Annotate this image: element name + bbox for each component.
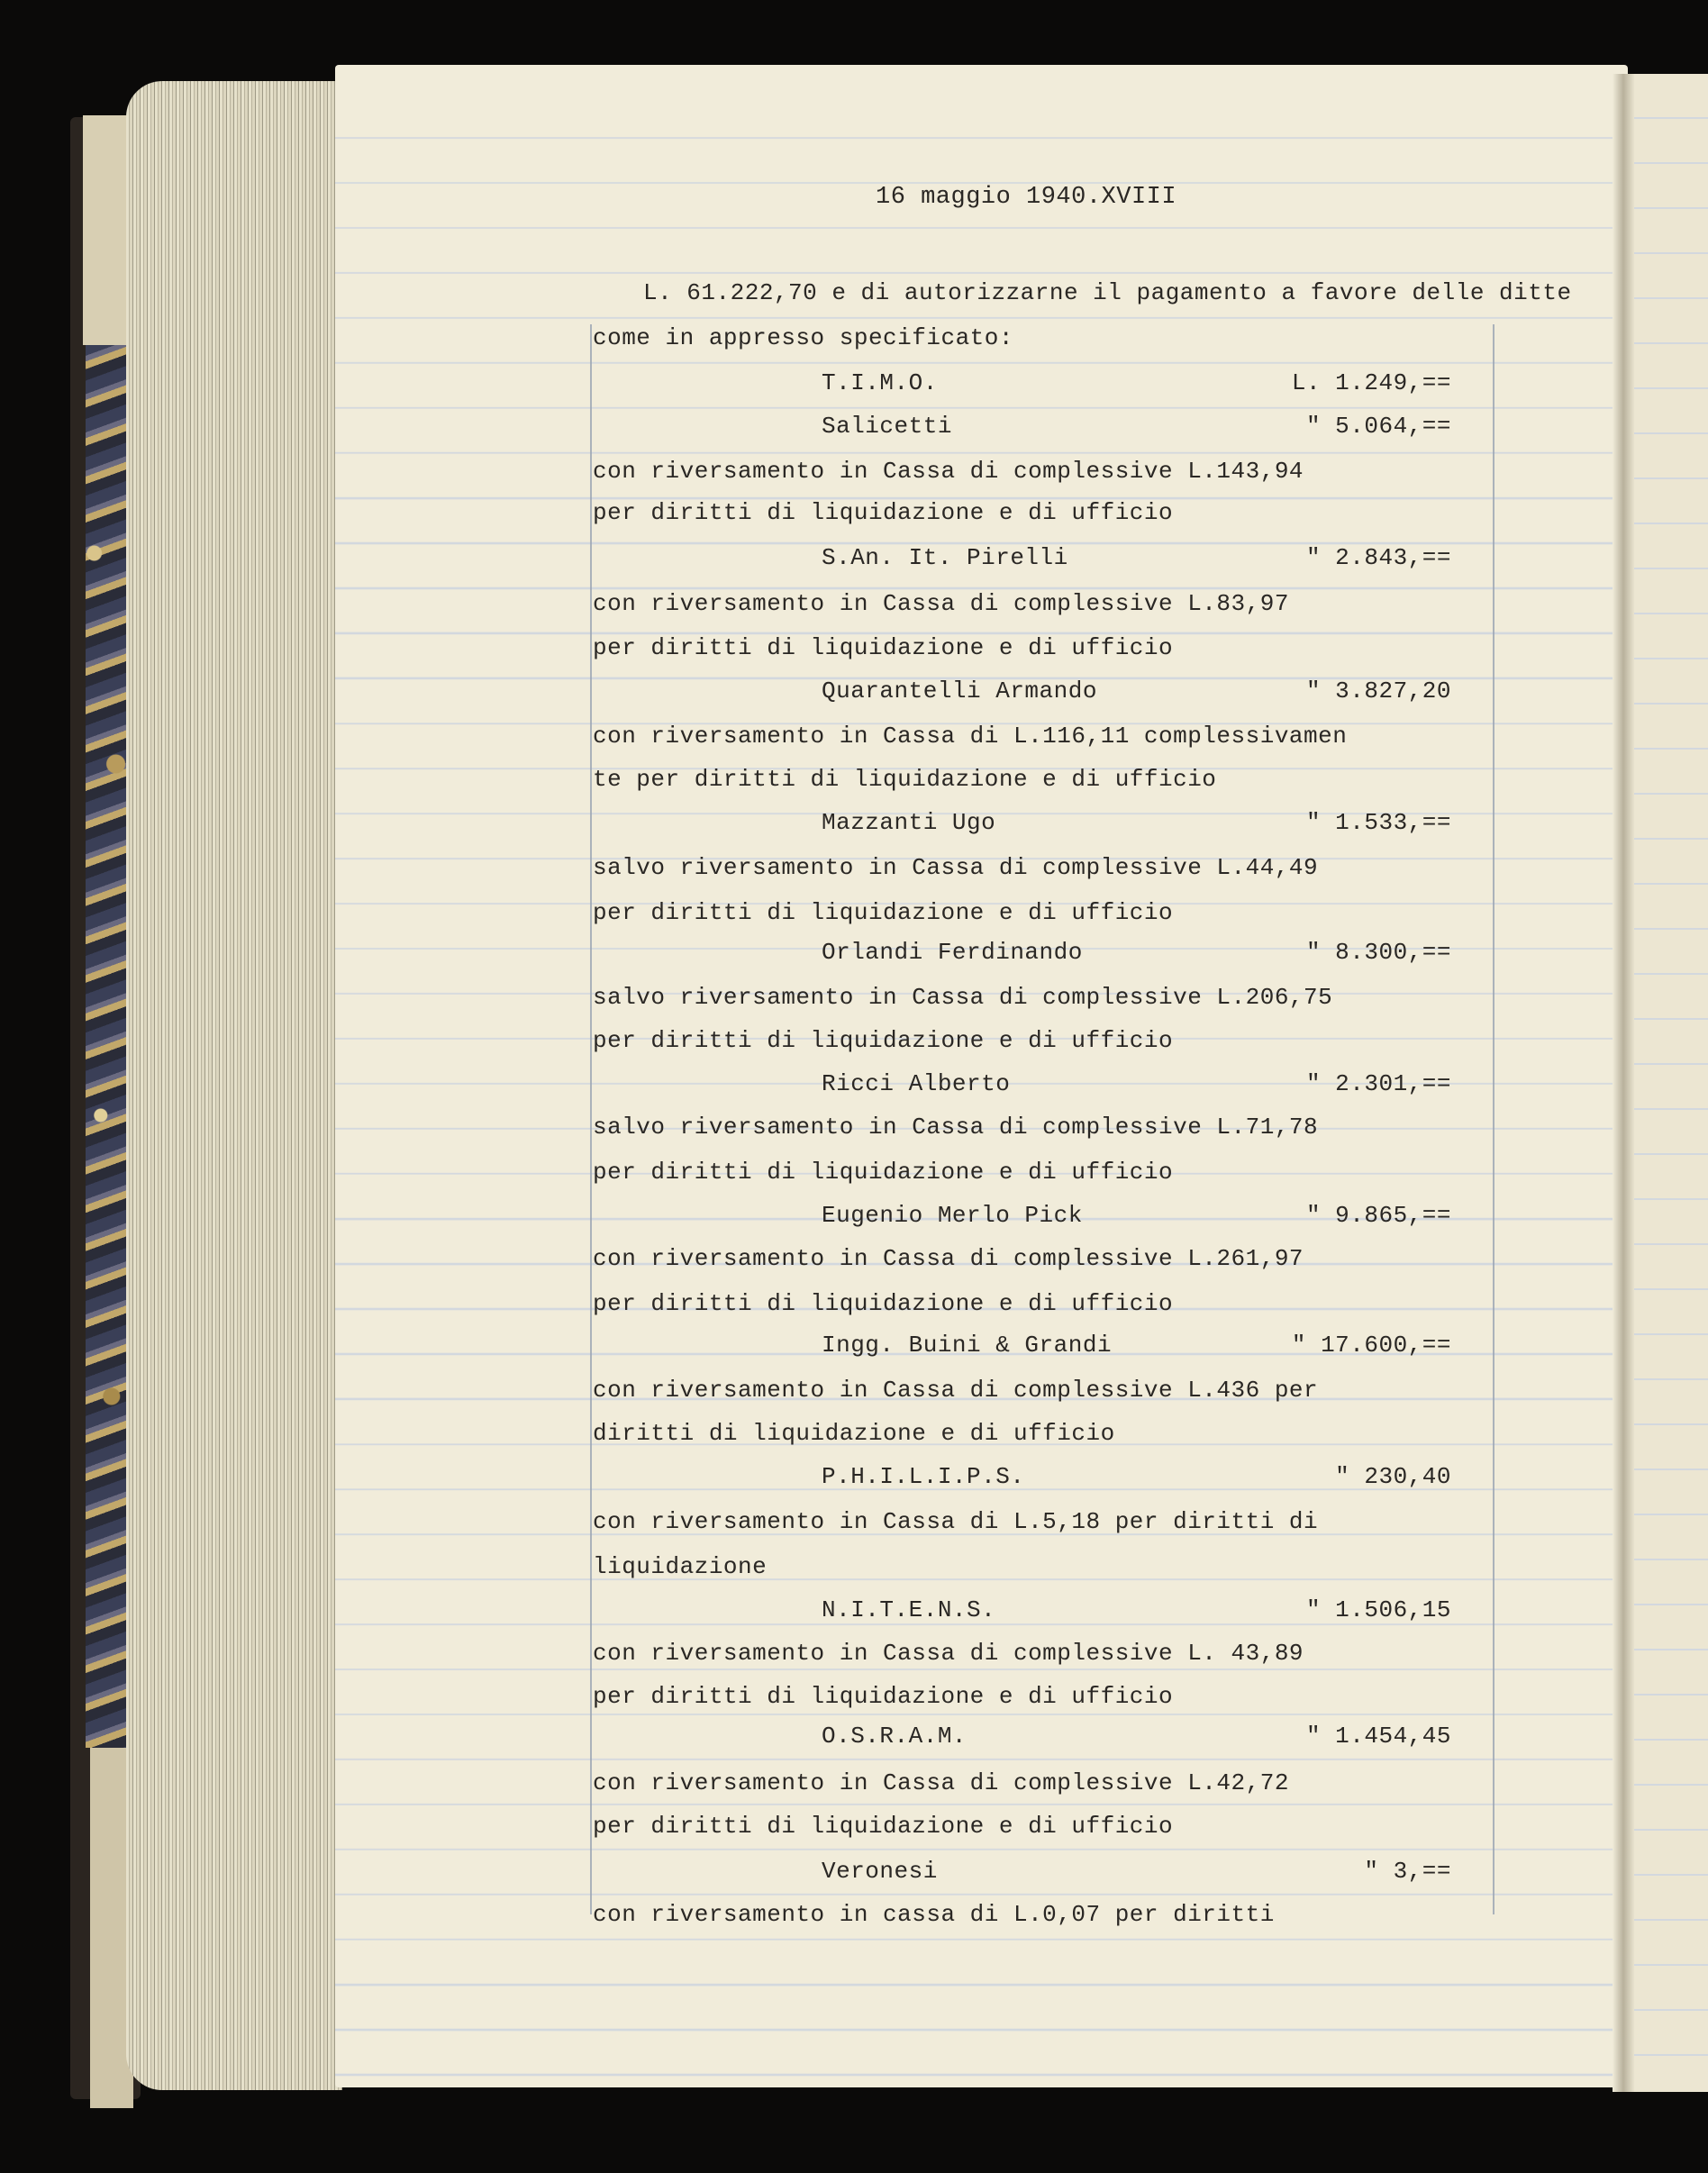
book-gutter: [1613, 74, 1634, 2092]
facing-page: [1629, 74, 1708, 2092]
firm-name: Mazzanti Ugo: [822, 809, 996, 836]
entry-note: liquidazione: [593, 1553, 768, 1580]
amount: L. 1.249,==: [1291, 369, 1451, 396]
entry-note: con riversamento in Cassa di complessive L.261,97: [593, 1245, 1304, 1272]
amount: " 230,40: [1335, 1463, 1451, 1490]
page-stack: [126, 81, 342, 2090]
amount: " 8.300,==: [1305, 939, 1451, 966]
entry-note: con riversamento in Cassa di complessive L.436 per: [593, 1377, 1319, 1404]
amount: " 2.301,==: [1305, 1070, 1451, 1097]
amount: " 3.827,20: [1305, 677, 1451, 705]
entry-note: con riversamento in Cassa di complessive L. 43,89: [593, 1640, 1304, 1667]
amount: " 1.506,15: [1305, 1596, 1451, 1623]
entry-note: con riversamento in Cassa di complessive L.143,94: [593, 458, 1304, 485]
left-margin-rule: [590, 324, 592, 1914]
firm-name: O.S.R.A.M.: [822, 1723, 968, 1750]
amount: " 3,==: [1364, 1858, 1451, 1885]
entry-note: per diritti di liquidazione e di ufficio: [593, 899, 1174, 926]
firm-name: Eugenio Merlo Pick: [822, 1202, 1083, 1229]
right-margin-rule: [1493, 324, 1494, 1914]
amount: " 5.064,==: [1305, 413, 1451, 440]
entry-note: per diritti di liquidazione e di ufficio: [593, 634, 1174, 661]
amount: " 1.454,45: [1305, 1723, 1451, 1750]
entry-note: salvo riversamento in Cassa di complessive L.206,75: [593, 984, 1333, 1011]
amount: " 9.865,==: [1305, 1202, 1451, 1229]
intro-line-1: L. 61.222,70 e di autorizzarne il pagamento a favore delle ditte: [643, 279, 1572, 306]
firm-name: S.An. It. Pirelli: [822, 544, 1068, 571]
entry-note: con riversamento in Cassa di L.116,11 complessivamen: [593, 723, 1348, 750]
firm-name: P.H.I.L.I.P.S.: [822, 1463, 1025, 1490]
firm-name: Ingg. Buini & Grandi: [822, 1332, 1113, 1359]
firm-name: Salicetti: [822, 413, 952, 440]
entry-note: con riversamento in cassa di L.0,07 per diritti: [593, 1901, 1275, 1928]
entry-note: per diritti di liquidazione e di ufficio: [593, 1159, 1174, 1186]
entry-note: con riversamento in Cassa di complessive L.42,72: [593, 1769, 1289, 1796]
firm-name: Orlandi Ferdinando: [822, 939, 1083, 966]
entry-note: diritti di liquidazione e di ufficio: [593, 1420, 1115, 1447]
entry-note: per diritti di liquidazione e di ufficio: [593, 1813, 1174, 1840]
amount: " 1.533,==: [1305, 809, 1451, 836]
marbled-cover-edge: [86, 342, 129, 1748]
entry-note: per diritti di liquidazione e di ufficio: [593, 1290, 1174, 1317]
entry-note: salvo riversamento in Cassa di complessive L.44,49: [593, 854, 1319, 881]
firm-name: Quarantelli Armando: [822, 677, 1097, 705]
intro-line-2: come in appresso specificato:: [593, 324, 1013, 351]
entry-note: per diritti di liquidazione e di ufficio: [593, 1027, 1174, 1054]
page-date: 16 maggio 1940.XVIII: [876, 184, 1177, 211]
firm-name: N.I.T.E.N.S.: [822, 1596, 996, 1623]
firm-name: Veronesi: [822, 1858, 938, 1885]
firm-name: T.I.M.O.: [822, 369, 938, 396]
entry-note: te per diritti di liquidazione e di ufficio: [593, 766, 1217, 793]
entry-note: con riversamento in Cassa di L.5,18 per diritti di: [593, 1508, 1319, 1535]
firm-name: Ricci Alberto: [822, 1070, 1011, 1097]
entry-note: per diritti di liquidazione e di ufficio: [593, 1683, 1174, 1710]
amount: " 17.600,==: [1291, 1332, 1451, 1359]
entry-note: salvo riversamento in Cassa di complessive L.71,78: [593, 1114, 1319, 1141]
entry-note: con riversamento in Cassa di complessive L.83,97: [593, 590, 1289, 617]
entry-note: per diritti di liquidazione e di ufficio: [593, 499, 1174, 526]
amount: " 2.843,==: [1305, 544, 1451, 571]
